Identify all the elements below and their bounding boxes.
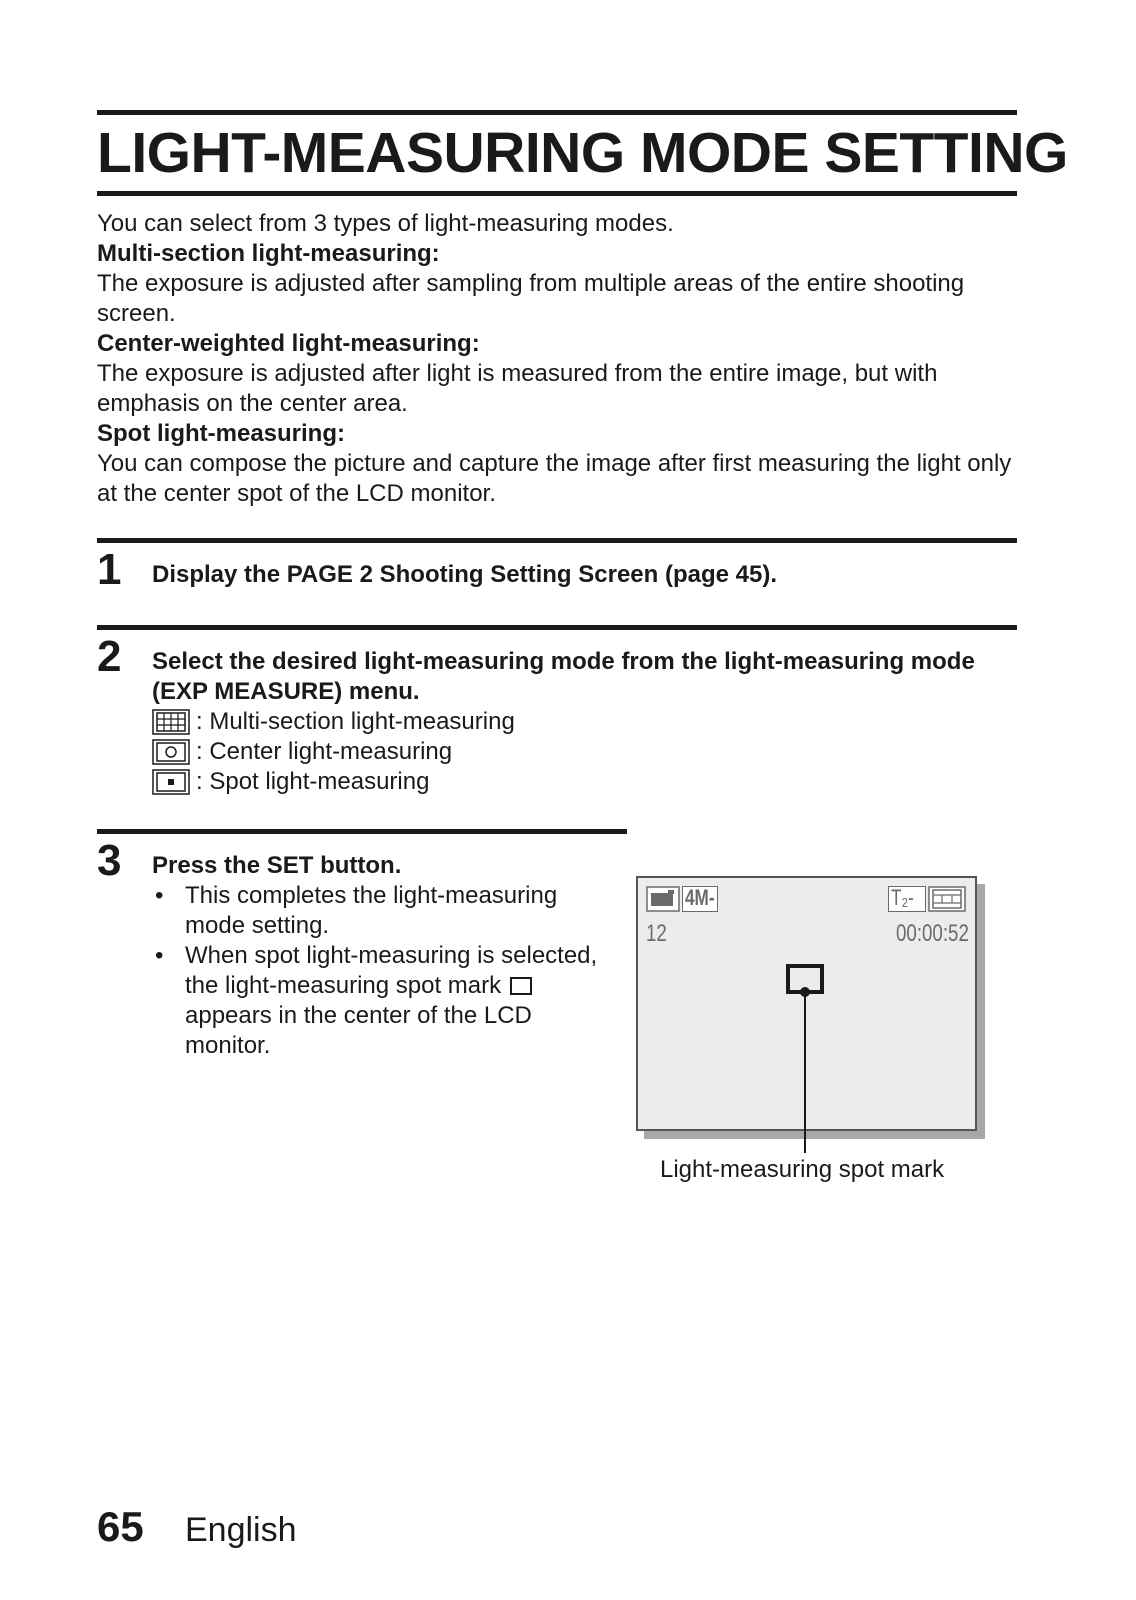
step-3-rule bbox=[97, 829, 627, 834]
page-number: 65 bbox=[97, 1503, 144, 1550]
list-item: • This completes the light-measuring mode setting. bbox=[155, 881, 615, 941]
step-1-number: 1 bbox=[97, 545, 122, 594]
list-item: • When spot light-measuring is selected, the light-measuring spot mark appears in the center of the LCD monitor. bbox=[155, 942, 598, 1059]
note-spot-before: When spot light-measuring is selected, the light-measuring spot mark bbox=[185, 942, 598, 999]
option-multi-section-label: : Multi-section light-measuring bbox=[196, 708, 515, 735]
option-spot-label: : Spot light-measuring bbox=[196, 768, 430, 795]
multi-section-metering-icon bbox=[152, 709, 190, 735]
note-spot-after: appears in the center of the LCD monitor. bbox=[185, 1002, 532, 1059]
option-spot bbox=[152, 767, 515, 797]
lcd-monitor bbox=[636, 876, 977, 1131]
step-1-rule bbox=[97, 538, 1017, 543]
step-3-notes bbox=[155, 881, 615, 1061]
spot-mark-leader-line bbox=[804, 1131, 806, 1151]
quality-label: T₂- bbox=[891, 886, 914, 910]
step-2-number: 2 bbox=[97, 632, 122, 681]
footer-language: English bbox=[185, 1511, 297, 1549]
spot-mark-indicator bbox=[638, 878, 979, 1153]
title-top-rule bbox=[97, 110, 1017, 115]
mode-desc-multi: The exposure is adjusted after sampling from multiple areas of the entire shooting screen. bbox=[97, 270, 965, 327]
spot-mark-icon bbox=[510, 977, 532, 995]
resolution-label: 4M- bbox=[685, 886, 715, 910]
mode-heading-center: Center-weighted light-measuring: bbox=[97, 330, 480, 357]
spot-mark-caption: Light-measuring spot mark bbox=[660, 1156, 945, 1183]
intro-lead: You can select from 3 types of light-measuring modes. bbox=[97, 210, 674, 237]
step-2-heading: Select the desired light-measuring mode from the light-measuring mode (EXP MEASURE) menu. bbox=[152, 648, 975, 705]
option-center-label: : Center light-measuring bbox=[196, 738, 453, 765]
title-bottom-rule bbox=[97, 191, 1017, 196]
mode-heading-spot: Spot light-measuring: bbox=[97, 420, 345, 447]
mode-desc-spot: You can compose the picture and capture the image after first measuring the light only at the center spot of the LCD monitor. bbox=[97, 450, 1012, 507]
page-title: LIGHT-MEASURING MODE SETTING bbox=[97, 121, 1068, 185]
step-3-heading: Press the SET button. bbox=[152, 852, 402, 879]
intro-section bbox=[97, 209, 1027, 509]
mode-heading-multi: Multi-section light-measuring: bbox=[97, 240, 440, 267]
option-center bbox=[152, 737, 515, 767]
metering-options bbox=[152, 707, 515, 797]
recording-time: 00:00:52 bbox=[896, 920, 969, 947]
step-3-number: 3 bbox=[97, 836, 122, 885]
note-complete: This completes the light-measuring mode setting. bbox=[185, 882, 558, 939]
mode-desc-center: The exposure is adjusted after light is measured from the entire image, but with emphasis on the center area. bbox=[97, 360, 938, 417]
shots-remaining: 12 bbox=[646, 920, 667, 947]
step-2-rule bbox=[97, 625, 1017, 630]
option-multi-section bbox=[152, 707, 515, 737]
step-1-heading: Display the PAGE 2 Shooting Setting Screen (page 45). bbox=[152, 561, 778, 588]
center-metering-icon bbox=[152, 739, 190, 765]
spot-metering-icon bbox=[152, 769, 190, 795]
